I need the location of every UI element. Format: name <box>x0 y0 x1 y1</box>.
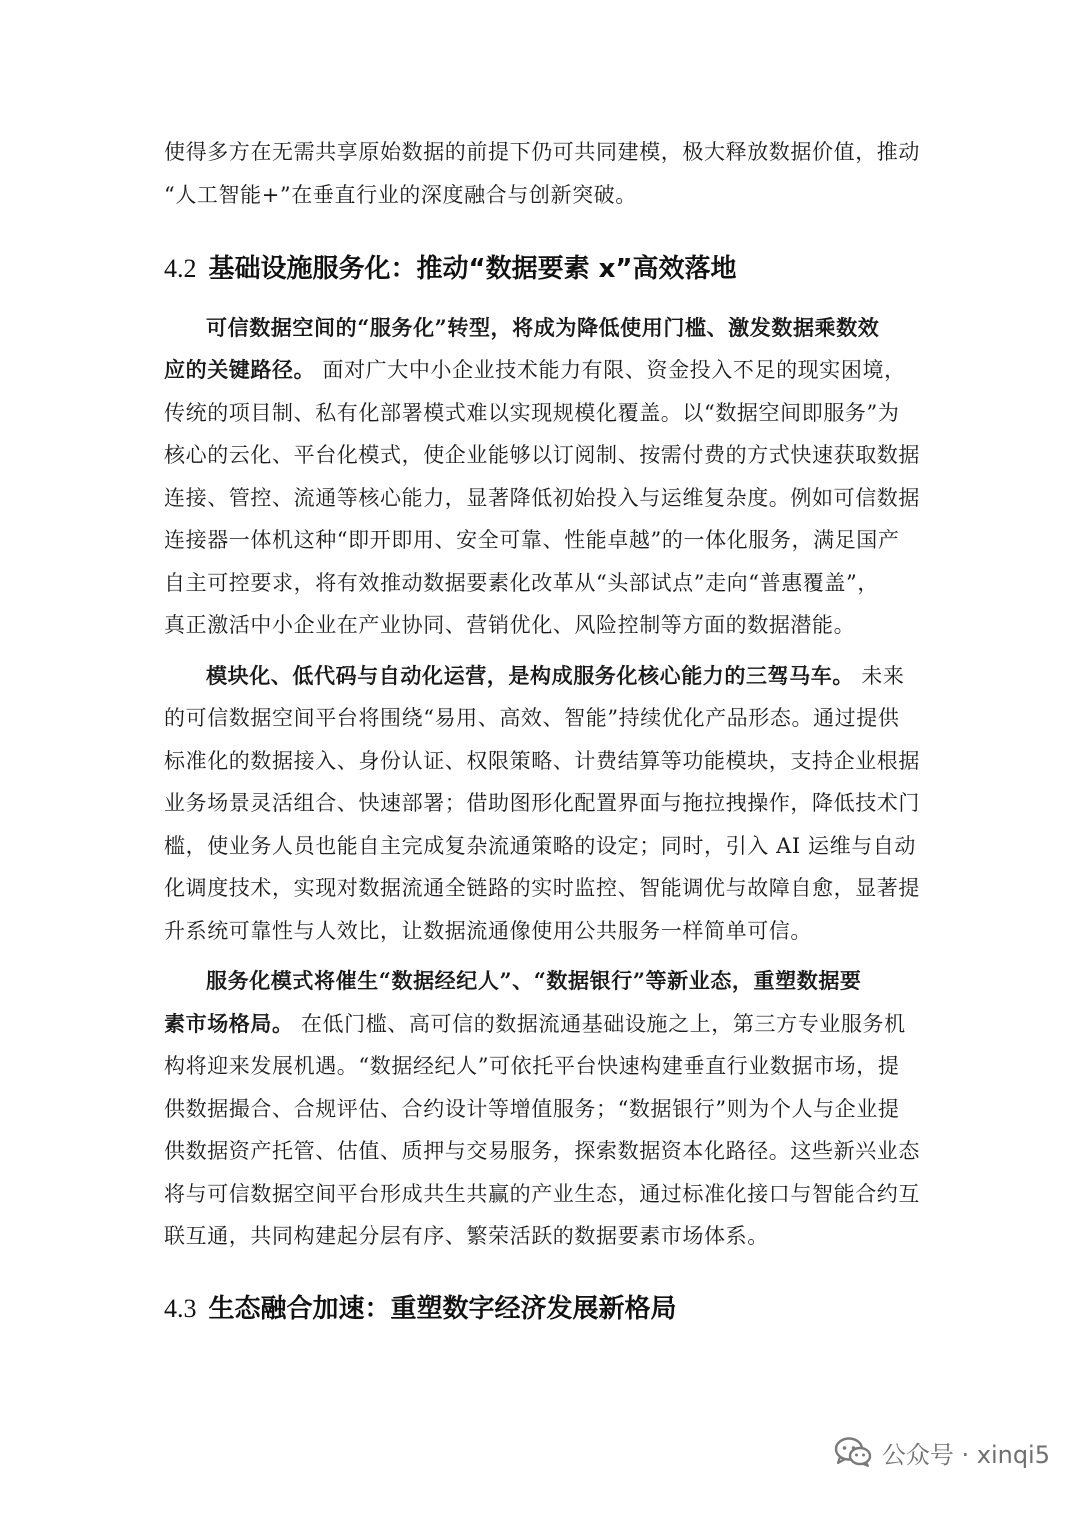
paragraph-line: 连接器一体机这种“即开即用、安全可靠、性能卓越”的一体化服务，满足国产 <box>164 528 900 552</box>
paragraph-line: 构将迎来发展机遇。“数据经纪人”可依托平台快速构建垂直行业数据市场，提 <box>164 1054 900 1078</box>
section-number: 4.2 <box>164 254 197 283</box>
wechat-icon <box>834 1436 872 1468</box>
paragraph-lead-bold: 可信数据空间的“服务化”转型，将成为降低使用门槛、激发数据乘数效 <box>206 315 880 340</box>
paragraph-line <box>164 1009 924 1039</box>
paragraph-line: 槛，使业务人员也能自主完成复杂流通策略的设定；同时，引入 AI 运维与自动 <box>164 834 917 858</box>
body-text: 未来 <box>861 664 905 688</box>
body-text: 面对广大中小企业技术能力有限、资金投入不足的现实困境， <box>322 358 906 382</box>
watermark <box>834 1432 1050 1472</box>
paragraph-lead-bold: 服务化模式将催生“数据经纪人”、“数据银行”等新业态，重塑数据要 <box>206 968 862 993</box>
watermark-text: 公众号 · xinqi5 <box>881 1440 1050 1469</box>
paragraph-line: 化调度技术，实现对数据流通全链路的实时监控、智能调优与故障自愈，显著提 <box>164 876 920 900</box>
section-heading-4-3 <box>164 1291 677 1327</box>
lead-bold-text: 应的关键路径。 <box>164 357 316 382</box>
paragraph-line: 联互通，共同构建起分层有序、繁荣活跃的数据要素市场体系。 <box>164 1224 769 1248</box>
paragraph-line <box>206 661 924 691</box>
lead-bold-text: 素市场格局。 <box>164 1011 294 1036</box>
paragraph-line: 连接、管控、流通等核心能力，显著降低初始投入与运维复杂度。例如可信数据 <box>164 486 920 510</box>
paragraph-line: 的可信数据空间平台将围绕“易用、高效、智能”持续优化产品形态。通过提供 <box>164 706 900 730</box>
lead-bold-text: 模块化、低代码与自动化运营，是构成服务化核心能力的三驾马车。 <box>206 663 854 688</box>
body-text: 在低门槛、高可信的数据流通基础设施之上，第三方专业服务机 <box>300 1012 906 1036</box>
section-title: 基础设施服务化：推动“数据要素 x”高效落地 <box>208 254 737 284</box>
section-heading-4-2 <box>164 251 737 287</box>
section-number: 4.3 <box>164 1294 197 1323</box>
paragraph-line: 核心的云化、平台化模式，使企业能够以订阅制、按需付费的方式快速获取数据 <box>164 443 920 467</box>
paragraph-line: 真正激活中小企业在产业协同、营销优化、风险控制等方面的数据潜能。 <box>164 613 856 637</box>
paragraph-line: 将与可信数据空间平台形成共生共赢的产业生态，通过标准化接口与智能合约互 <box>164 1182 920 1206</box>
paragraph-line: “人工智能+”在垂直行业的深度融合与创新突破。 <box>164 183 637 207</box>
paragraph-line: 供数据撮合、合规评估、合约设计等增值服务；“数据银行”则为个人与企业提 <box>164 1097 900 1121</box>
paragraph-line: 自主可控要求，将有效推动数据要素化改革从“头部试点”走向“普惠覆盖”， <box>164 571 879 595</box>
paragraph-line: 供数据资产托管、估值、质押与交易服务，探索数据资本化路径。这些新兴业态 <box>164 1139 920 1163</box>
paragraph-line <box>164 355 924 385</box>
paragraph-line: 传统的项目制、私有化部署模式难以实现规模化覆盖。以“数据空间即服务”为 <box>164 401 900 425</box>
paragraph-line: 使得多方在无需共享原始数据的前提下仍可共同建模，极大释放数据价值，推动 <box>164 140 920 164</box>
paragraph-line: 业务场景灵活组合、快速部署；借助图形化配置界面与拖拉拽操作，降低技术门 <box>164 791 920 815</box>
paragraph-line: 标准化的数据接入、身份认证、权限策略、计费结算等功能模块，支持企业根据 <box>164 749 920 773</box>
section-title: 生态融合加速：重塑数字经济发展新格局 <box>208 1294 677 1324</box>
paragraph-line: 升系统可靠性与人效比，让数据流通像使用公共服务一样简单可信。 <box>164 919 812 943</box>
